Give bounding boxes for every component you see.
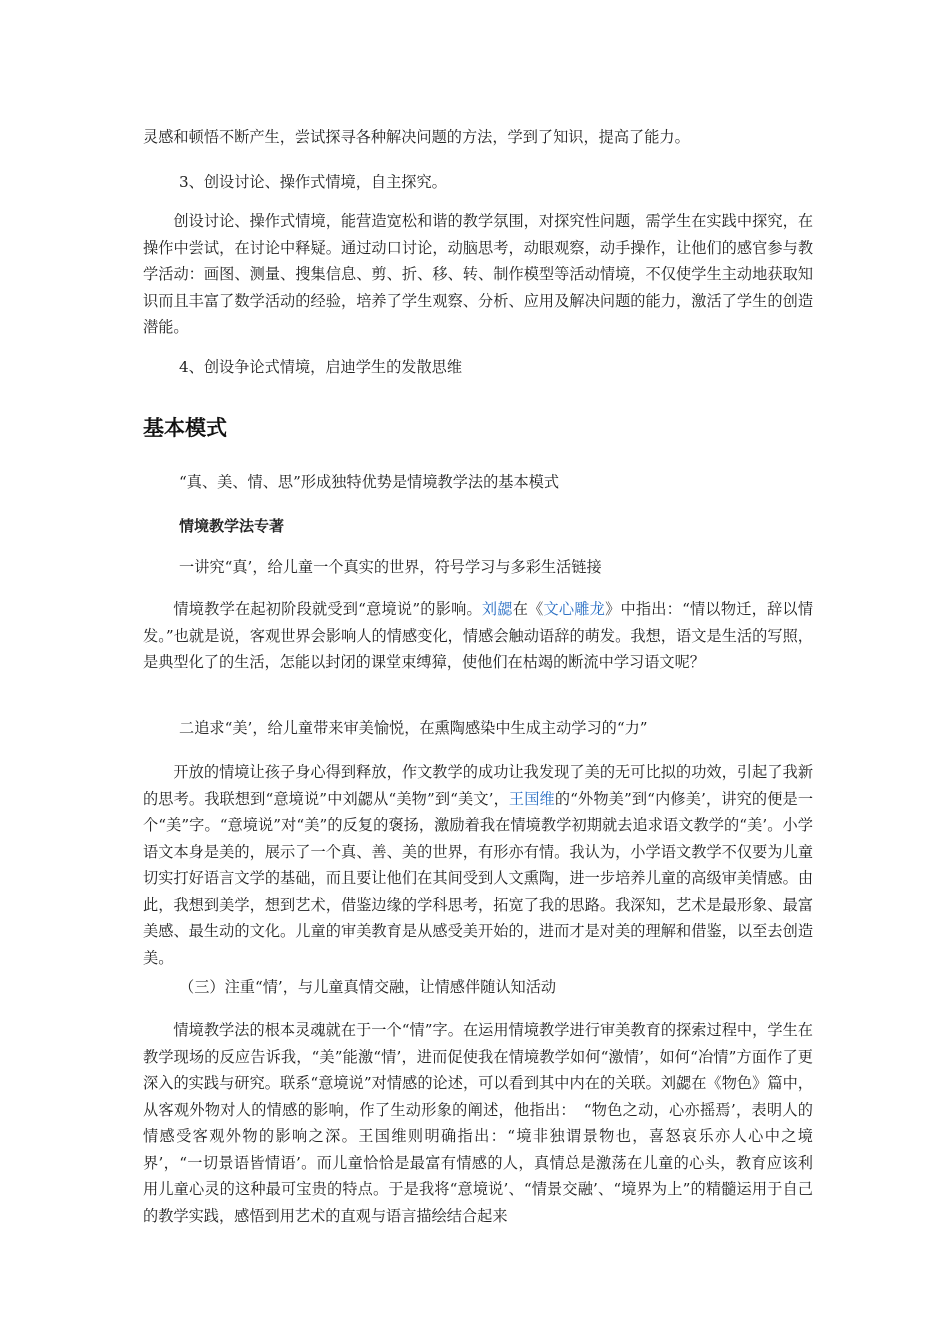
section-intro xyxy=(143,470,813,494)
paragraph-continuation xyxy=(143,124,813,151)
list-item-text: 3、创设讨论、操作式情境，自主探究。 xyxy=(179,173,447,191)
subheading-text: 一讲究“真’，给儿童一个真实的世界，符号学习与多彩生活链接 xyxy=(179,558,602,576)
intro-text: “真、美、情、思”形成独特优势是情境教学法的基本模式 xyxy=(179,473,560,491)
paragraph-qing xyxy=(143,1017,813,1229)
bold-title: 情境教学法专著 xyxy=(179,517,285,535)
list-item-3 xyxy=(143,170,813,194)
paragraph-text xyxy=(143,759,813,971)
link-wenxin-diaolong[interactable]: 文心雕龙 xyxy=(543,600,606,618)
subheading-text: （三）注重“情’，与儿童真情交融，让情感伴随认知活动 xyxy=(179,978,557,996)
subheading-2 xyxy=(143,716,813,740)
paragraph-text: 情境教学法的根本灵魂就在于一个“情”字。在运用情境教学进行审美教育的探索过程中，学生在教学现场的反应告诉我，“美”能激“情’，进而促使我在情境教学如何“激情’，如何“冶情”方面作了更深入的实践与研究。联系“意境说”对情感的论述，可以看到其中内在的关联。刘勰在《物色》篇中，从客观外物对人的情感的影响，作了生动形象的阐述，他指出： “物色之动，心亦摇焉’，表明人的情感受客观外物的影响之深。王国维则明确指出：“境非独谓景物也，喜怒哀乐亦人心中之境界’，“一切景语皆情语’。而儿童恰恰是最富有情感的人，真情总是激荡在儿童的心头，教育应该利用儿童心灵的这种最可宝贵的特点。于是我将“意境说’、“情景交融’、“境界为上”的精髓运用于自己的教学实践，感悟到用艺术的直观与语言描绘结合起来 xyxy=(143,1021,813,1225)
text-run: 开放的情境让孩子身心得到释放，作文教学的成功让我发现了美的无可比拟的功效，引起了我新的思考。我联想到“意境说”中刘勰从“美物”到“美文’， xyxy=(143,763,813,808)
text-run: 》中指出：“情以物迁，辞以情发。”也就是说，客观世界会影响人的情感变化，情感会触动语辞的萌发。我想，语文是生活的写照，是典型化了的生活，怎能以封闭的课堂束缚獐，使他们在枯竭的断流中学习语文呢？ xyxy=(143,600,814,671)
paragraph-discussion xyxy=(143,208,813,341)
paragraph-zhen xyxy=(143,596,813,676)
list-item-4 xyxy=(143,355,813,379)
section-title: 基本模式 xyxy=(143,416,227,440)
paragraph-mei xyxy=(143,759,813,971)
paragraph-text: 创设讨论、操作式情境，能营造宽松和谐的教学氛围，对探究性问题，需学生在实践中探究，在操作中尝试，在讨论中释疑。通过动口讨论，动脑思考，动眼观察，动手操作，让他们的感官参与教学活动：画图、测量、搜集信息、剪、折、移、转、制作模型等活动情境，不仅使学生主动地获取知识而且丰富了数学活动的经验，培养了学生观察、分析、应用及解决问题的能力，激活了学生的创造潜能。 xyxy=(143,212,813,336)
list-item-text: 4、创设争论式情境，启迪学生的发散思维 xyxy=(179,358,463,376)
link-wang-guowei[interactable]: 王国维 xyxy=(508,789,555,808)
text-run: 的“外物美”到“内修美’，讲究的便是一个“美”字。“意境说”对“美”的反复的褒扬，激励着我在情境教学初期就去追求语文教学的“美’。小学语文本身是美的，展示了一个真、善、美的世界，有形亦有情。我认为，小学语文教学不仅要为儿童切实打好语言文学的基础，而且要让他们在其间受到人文熏陶，进一步培养儿童的高级审美情感。由此，我想到美学，想到艺术，借鉴边缘的学科思考，拓宽了我的思路。我深知，艺术是最形象、最富美感、最生动的文化。儿童的审美教育是从感受美开始的，进而才是对美的理解和借鉴，以至去创造美。 xyxy=(143,789,814,967)
subheading-text: 二追求“美’，给儿童带来审美愉悦，在熏陶感染中生成主动学习的“力” xyxy=(179,719,648,737)
section-heading xyxy=(143,413,813,443)
text-run: 在《 xyxy=(512,600,544,618)
paragraph-text xyxy=(143,596,813,676)
bold-title-block xyxy=(143,514,813,538)
paragraph-text: 灵感和顿悟不断产生，尝试探寻各种解决问题的方法，学到了知识，提高了能力。 xyxy=(143,128,690,146)
subheading-3 xyxy=(143,975,813,999)
text-run: 情境教学在起初阶段就受到“意境说”的影响。 xyxy=(173,600,482,618)
link-liu-xie[interactable]: 刘勰 xyxy=(481,600,513,618)
subheading-1 xyxy=(143,555,813,579)
